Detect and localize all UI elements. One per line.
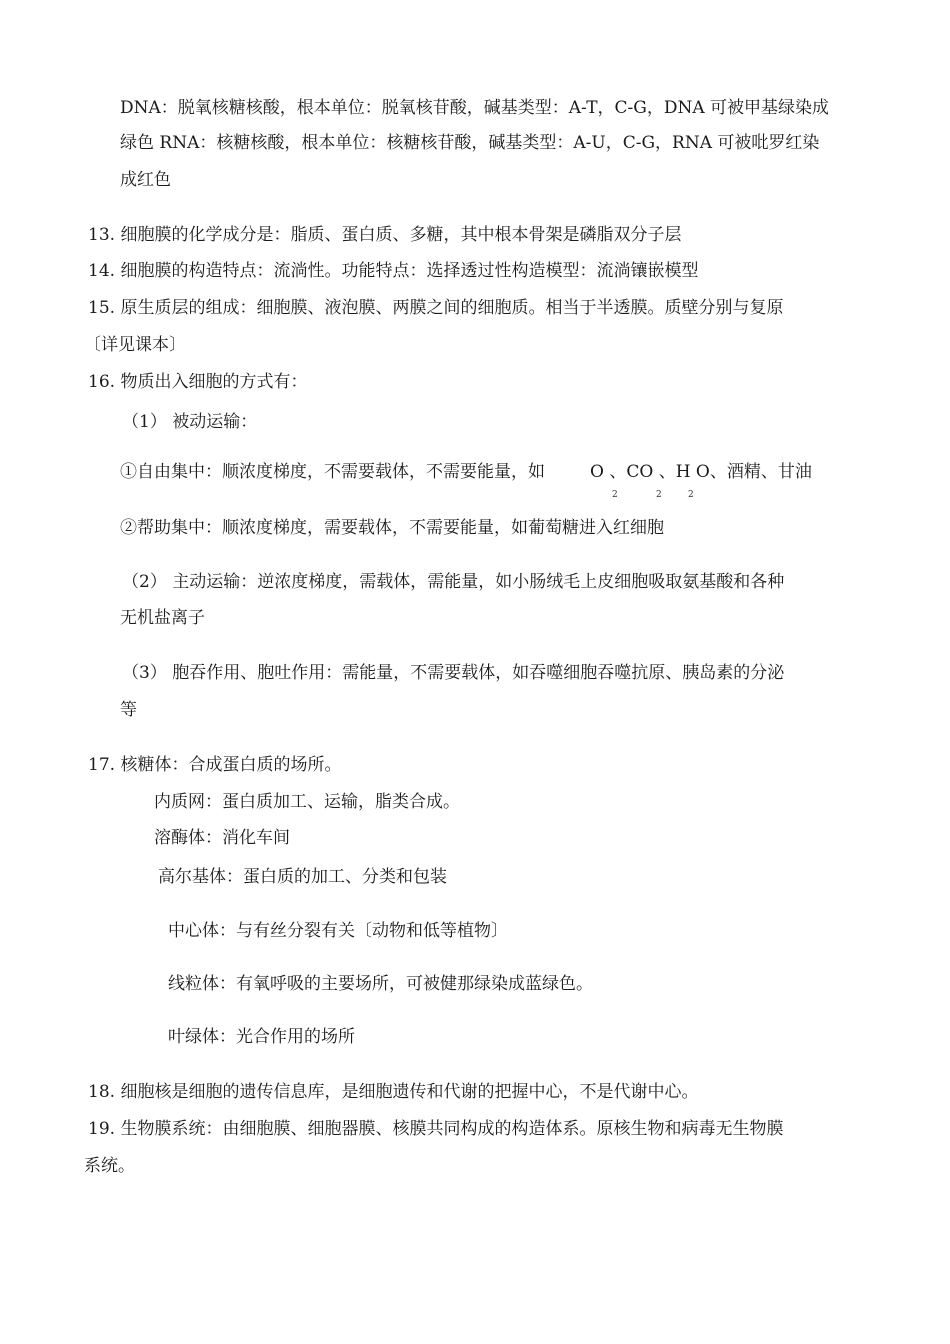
item-16-facilitated: ②帮助集中：顺浓度梯度，需要载体，不需要能量，如葡萄糖进入红细胞: [120, 518, 664, 538]
item-17-golgi: 高尔基体：蛋白质的加工、分类和包装: [158, 867, 447, 887]
item-19-line-1: 19. 生物膜系统：由细胞膜、细胞器膜、核膜共同构成的构造体系。原核生物和病毒无生物膜: [88, 1119, 784, 1139]
subscript-h2o: 2: [688, 490, 694, 500]
item-16-passive: （1） 被动运输：: [122, 412, 258, 432]
item-13: 13. 细胞膜的化学成分是：脂质、蛋白质、多糖，其中根本骨架是磷脂双分子层: [88, 225, 682, 245]
item-17-lysosome: 溶酶体：消化车间: [154, 828, 290, 848]
item-16-title: 16. 物质出入细胞的方式有：: [88, 372, 308, 392]
item-18: 18. 细胞核是细胞的遗传信息库，是细胞遗传和代谢的把握中心，不是代谢中心。: [88, 1082, 699, 1102]
item-14: 14. 细胞膜的构造特点：流淌性。功能特点：选择透过性构造模型：流淌镶嵌模型: [88, 261, 699, 281]
item-15-line-2: 〔详见课本〕: [84, 335, 186, 355]
item-17-er: 内质网：蛋白质加工、运输，脂类合成。: [154, 792, 460, 812]
item-16-active-line-2: 无机盐离子: [120, 608, 205, 628]
item-17-centrosome: 中心体：与有丝分裂有关〔动物和低等植物〕: [168, 921, 508, 941]
item-17-chloroplast: 叶绿体：光合作用的场所: [168, 1027, 355, 1047]
subscript-o2: 2: [612, 490, 618, 500]
subscript-co2: 2: [656, 490, 662, 500]
item-16-endocytosis-line-1: （3） 胞吞作用、胞吐作用：需能量，不需要载体，如吞噬细胞吞噬抗原、胰岛素的分泌: [122, 663, 785, 683]
item-19-line-2: 系统。: [84, 1156, 135, 1176]
intro-line-1: DNA：脱氧核糖核酸，根本单位：脱氧核苷酸，碱基类型：A-T，C-G，DNA 可被甲基绿染成: [120, 98, 830, 118]
item-16-free-diffusion: ①自由集中：顺浓度梯度，不需要载体，不需要能量，如: [120, 462, 545, 482]
item-16-free-diffusion-examples: O 、CO 、H O、酒精、甘油: [590, 462, 812, 482]
intro-line-2: 绿色 RNA：核糖核酸，根本单位：核糖核苷酸，碱基类型：A-U，C-G，RNA 可被吡罗红染: [120, 133, 820, 153]
item-16-active-line-1: （2） 主动运输：逆浓度梯度，需载体，需能量，如小肠绒毛上皮细胞吸取氨基酸和各种: [122, 572, 785, 592]
item-17-mitochondria: 线粒体：有氧呼吸的主要场所，可被健那绿染成蓝绿色。: [168, 974, 593, 994]
item-17-title: 17. 核糖体：合成蛋白质的场所。: [88, 755, 342, 775]
intro-line-3: 成红色: [120, 170, 171, 190]
item-16-endocytosis-line-2: 等: [120, 700, 137, 720]
item-15-line-1: 15. 原生质层的组成：细胞膜、液泡膜、两膜之间的细胞质。相当于半透膜。质壁分别与复原: [88, 298, 784, 318]
